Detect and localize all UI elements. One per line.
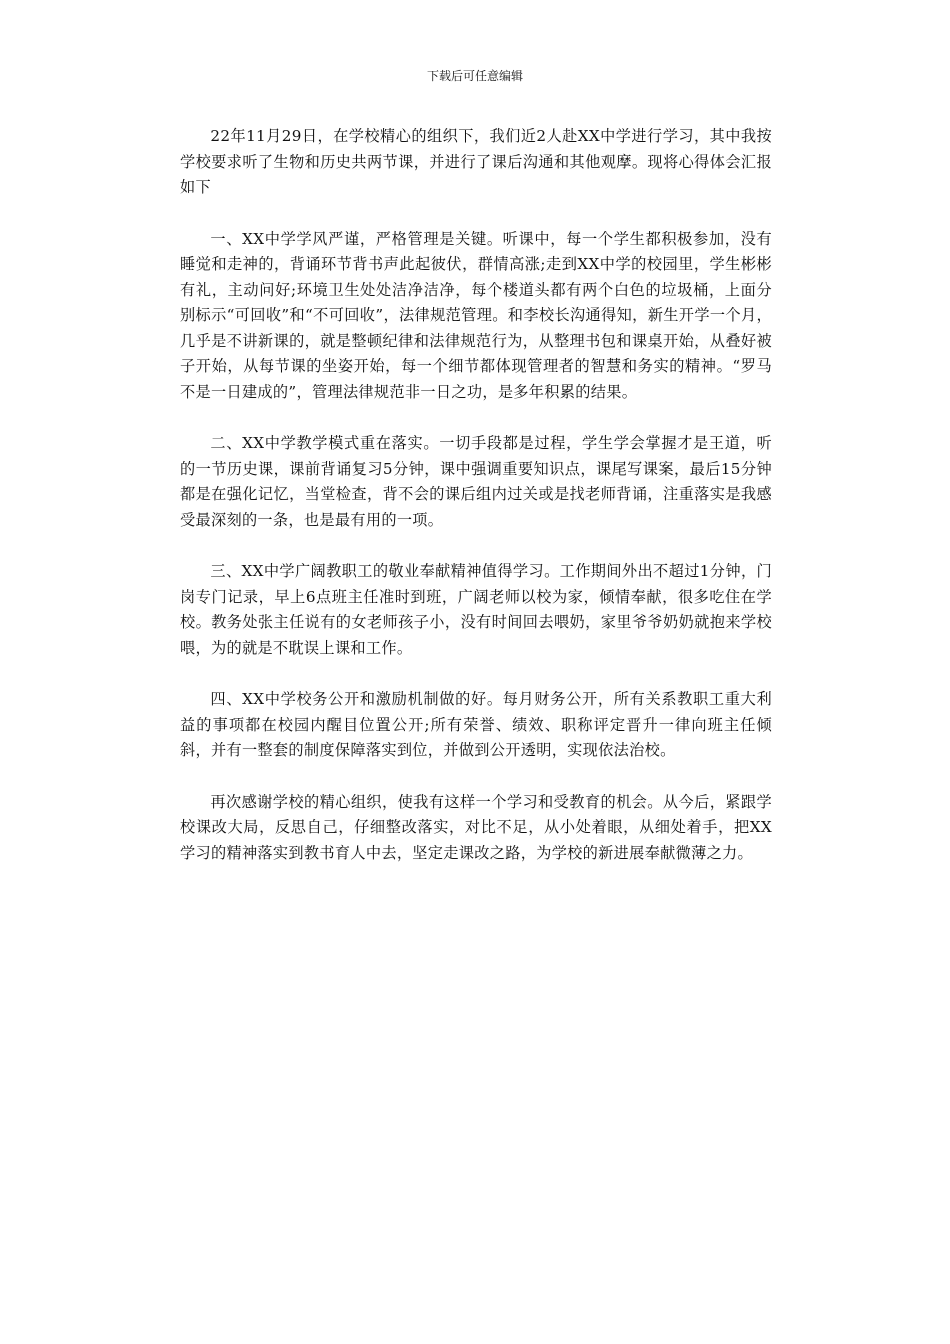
paragraph-section-4: 四、XX中学校务公开和激励机制做的好。每月财务公开，所有关系教职工重大利益的事项都在校园内醒目位置公开;所有荣誉、绩效、职称评定晋升一律向班主任倾斜，并有一整套的制度保障落实到位，并做到公开透明，实现依法治校。 xyxy=(180,690,772,759)
paragraph-section-1: 一、XX中学学风严谨，严格管理是关键。听课中，每一个学生都积极参加，没有睡觉和走神的，背诵环节背书声此起彼伏，群情高涨;走到XX中学的校园里，学生彬彬有礼，主动问好;环境卫生处处洁净洁净，每个楼道头都有两个白色的垃圾桶，上面分别标示“可回收”和“不可回收”，法律规范管理。和李校长沟通得知，新生开学一个月，几乎是不讲新课的，就是整顿纪律和法律规范行为，从整理书包和课桌开始，从叠好被子开始，从每节课的坐姿开始，每一个细节都体现管理者的智慧和务实的精神。“罗马不是一日建成的”，管理法律规范非一日之功，是多年积累的结果。 xyxy=(180,229,772,401)
paragraph-intro: 22年11月29日，在学校精心的组织下，我们近2人赴XX中学进行学习，其中我按学校要求听了生物和历史共两节课，并进行了课后沟通和其他观摩。现将心得体会汇报如下 xyxy=(180,127,772,196)
paragraph-section-2: 二、XX中学教学模式重在落实。一切手段都是过程，学生学会掌握才是王道，听的一节历史课，课前背诵复习5分钟，课中强调重要知识点，课尾写课案，最后15分钟都是在强化记忆，当堂检查，背不会的课后组内过关或是找老师背诵，注重落实是我感受最深刻的一条，也是最有用的一项。 xyxy=(180,434,772,529)
document-body xyxy=(180,124,772,866)
paragraph-conclusion: 再次感谢学校的精心组织，使我有这样一个学习和受教育的机会。从今后，紧跟学校课改大局，反思自己，仔细整改落实，对比不足，从小处着眼，从细处着手，把XX学习的精神落实到教书育人中去，坚定走课改之路，为学校的新进展奉献微薄之力。 xyxy=(180,792,772,862)
paragraph-section-3: 三、XX中学广阔教职工的敬业奉献精神值得学习。工作期间外出不超过1分钟，门岗专门记录，早上6点班主任准时到班，广阔老师以校为家，倾情奉献，很多吃住在学校。教务处张主任说有的女老师孩子小，没有时间回去喂奶，家里爷爷奶奶就抱来学校喂，为的就是不耽误上课和工作。 xyxy=(180,562,772,657)
page-header: 下载后可任意编辑 xyxy=(426,69,523,83)
